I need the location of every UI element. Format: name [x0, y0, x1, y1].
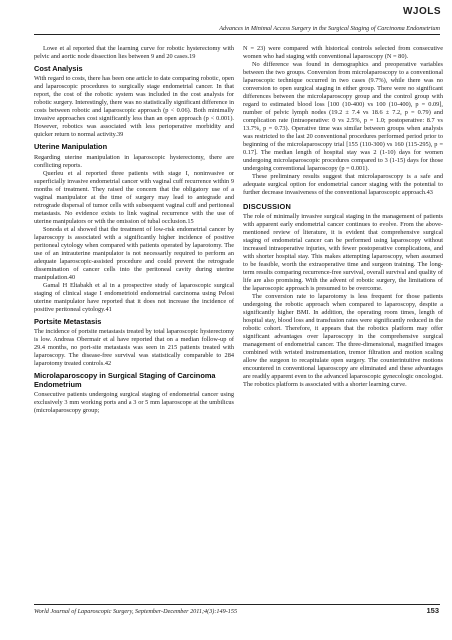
- section-heading-cost-analysis: Cost Analysis: [34, 63, 83, 73]
- paragraph: These preliminary results suggest that microlaparoscopy is a safe and adequate surgical option for endometrial cancer staging with the potential to further decrease invasiveness of the conventional laparoscopic approach.43: [243, 172, 443, 196]
- journal-badge: WJOLS: [402, 6, 441, 17]
- running-title: Advances in Minimal Access Surgery in the Surgical Staging of Carcinoma Endometrium: [34, 25, 440, 35]
- paragraph: The incidence of portsite metastasis treated by total laparoscopic hysterectomy is low. Andreas Obermair et al have reported that on a median follow-up of 29.4 months, no port-site metastasis was seen in 215 patients treated with laparoscopy. The disease-free survival was statistically comparable to 284 laparotomy treated controls.42: [34, 328, 234, 368]
- page-number: 153: [426, 606, 439, 615]
- paragraph: Lowe et al reported that the learning curve for robotic hysterectomy with pelvic and aortic node dissection lies between 9 and 20 cases.19: [34, 45, 234, 60]
- footer-citation: World Journal of Laparoscopic Surgery, September-December 2011;4(3):149-155: [34, 604, 440, 615]
- section-heading-uterine-manipulation: Uterine Manipulation: [34, 142, 108, 152]
- section-heading-portsite-metastasis: Portsite Metastasis: [34, 316, 102, 326]
- right-column: [243, 45, 443, 389]
- paragraph: Querleu et al reported three patients with stage I, noninvasive or superficially invasive endometrial cancer with vaginal cuff recurrence within 9 months of treatment. They raised the concern that the obligatory use of a vaginal manipulator at the time of surgery may lead to antegrade and retrograde dispersal of tumor cells with subsequent vaginal cuff and peritoneal metastasis. No evidence exists to link vaginal recurrence with the use of uterine manipulators or with the omission of tubal occlusion.15: [34, 169, 234, 225]
- paragraph: Consecutive patients undergoing surgical staging of endometrial cancer using exclusively 3 mm working ports and a 3 or 5 mm laparoscope at the umbilicus (microlaparoscopy group;: [34, 391, 234, 414]
- paragraph: Sonoda et al showed that the treatment of low-risk endometrial cancer by laparoscopy is associated with a significantly higher incidence of positive peritoneal cytology when compared with patients operated by laparotomy. The use of an intrauterine manipulator is not necessarily required to perform an adequate laparoscopic-assisted procedure and could prevent the retrograde dissemination of cancer cells into the peritoneal cavity during uterine manipulation.40: [34, 225, 234, 281]
- left-column: [34, 45, 234, 415]
- paragraph: The role of minimally invasive surgical staging in the management of patients with apparent early endometrial cancer continues to evolve. From the above-mentioned review of literature, it is evident that comprehensive surgical staging of endometrial cancer can be performed using laparoscopy without increased intraoperative injuries, with fewer postoperative complications, and with shorter hospital stay. This makes attempting laparoscopy, when assumed to be feasible, worth the extraoperative time and surgeon training. The long-term results comparing recurrence-free survival, overall survival and quality of life are also promising. With the advent of robotic surgery, the limitations of the laparoscopic approach is presumed to be overcome.: [243, 213, 443, 293]
- paragraph: The conversion rate to laparotomy is less frequent for those patients undergoing the robotic approach when compared to laparoscopy, despite a significantly higher BMI. In addition, the operating room times, length of hospital stay, blood loss and transfusion rates were significantly reduced in the robotic cohort. Therefore, it appears that the robotics platform may offer significant advantages over laparoscopy in the comprehensive surgical management of endometrial cancer. The three-dimensional, magnified images combined with wristed instrumentation, tremor filtration and motion scaling allow the surgeon to recapitulate open surgery. The counterintuitive motions encountered in conventional laparoscopy are eliminated and these advantages are readily apparent even to the advanced laparoscopic gynecologic oncologist. The robotics platform is associated with a shorter learning curve.: [243, 293, 443, 388]
- paragraph: Gamal H Eltabakh et al in a prospective study of laparoscopic surgical staging of clinical stage I endometrioid endometrial carcinoma using Pelosi uterine manipulator have reported that it does not increase the incidence of positive peritoneal cytology.41: [34, 281, 234, 313]
- section-heading-discussion: DISCUSSION: [243, 201, 291, 211]
- paragraph: With regard to costs, there has been one article to date comparing robotic, open and laparoscopic procedures to surgically stage endometrial cancer. In that report, the cost of the robotic system was included in the cost analysis for robotic surgery. Interestingly, there was no statistically significant difference in costs between robotic and laparoscopic approach (p < 0.06). Both minimally invasive approaches cost significantly less than an open approach (p < 0.001). However, robotics was associated with less perioperative morbidity and quicker return to normal activity.39: [34, 75, 234, 139]
- paragraph: No difference was found in demographics and preoperative variables between the two groups. Conversion from microlaparoscopy to a conventional laparoscopic technique occurred in two cases (9.7%), while there was no conversion to open surgical staging in either group. There were no significant differences between the microlaparoscopy group and the control group with regard to estimated blood loss [100 (10-400) vs 100 (10-400), p = 0.09], number of pelvic lymph nodes (19.2 ± 7.4 vs 18.6 ± 7.2, p = 0.79) and complication rate (intraoperative: 0 vs 2.5%, p = 1.0; postoperative: 8.7 vs 13.7%, p = 0.73). Operative time was similar between groups when analysis was restricted to the last 20 conventional procedures performed period prior to beginning of the microlaparoscopy trial [155 (110-300) vs 160 (115-295), p = 0.17]. The median length of hospital stay was 2 (1-10) days for women undergoing microlaparoscopic procedures compared to 3 (1-15) days for those undergoing conventional laparoscopy (p = 0.001).: [243, 60, 443, 172]
- section-heading-microlaparoscopy: Microlaparoscopy in Surgical Staging of Carcinoma Endometrium: [34, 371, 216, 389]
- paragraph: N = 23) were compared with historical controls selected from consecutive women who had staging with conventional laparoscopy (N = 80).: [243, 45, 443, 60]
- paragraph: Regarding uterine manipulation in laparoscopic hysterectomy, there are conflicting reports.: [34, 153, 234, 169]
